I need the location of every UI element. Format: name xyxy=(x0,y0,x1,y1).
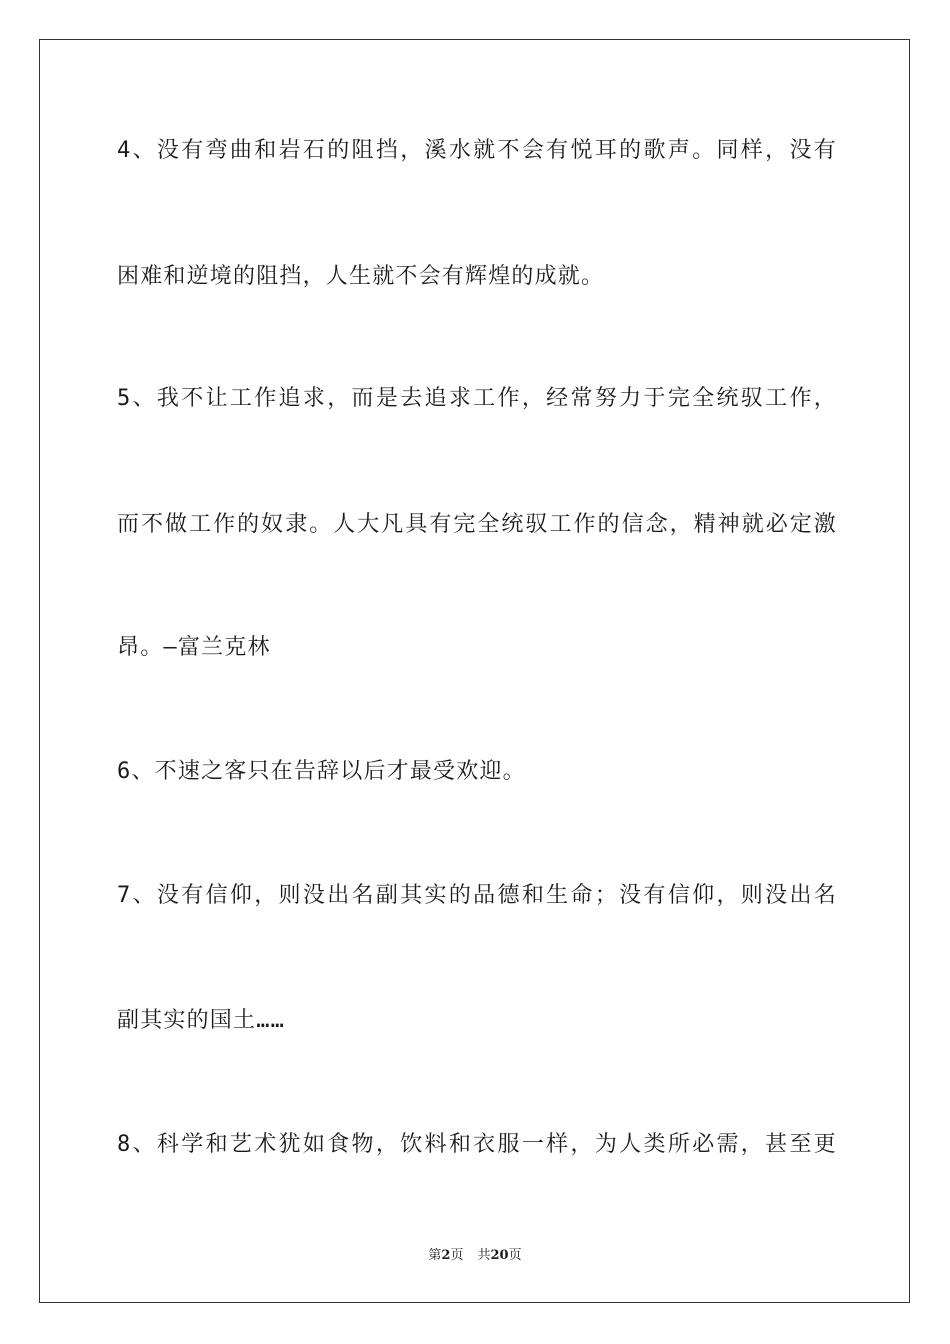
total-suffix: 页 xyxy=(508,1248,522,1263)
page-prefix: 第 xyxy=(428,1248,442,1263)
quote-7-line-1: 7、没有信仰，则没出名副其实的品德和生命；没有信仰，则没出名 xyxy=(117,883,837,908)
quote-5-line-3: 昂。—富兰克林 xyxy=(117,635,271,660)
quote-8-line-1: 8、科学和艺术犹如食物，饮料和衣服一样，为人类所必需，甚至更 xyxy=(117,1132,837,1157)
quote-4-line-1: 4、没有弯曲和岩石的阻挡，溪水就不会有悦耳的歌声。同样，没有 xyxy=(117,138,837,163)
quote-5-line-2: 而不做工作的奴隶。人大凡具有完全统驭工作的信念，精神就必定激 xyxy=(117,512,837,537)
quote-4-line-2: 困难和逆境的阻挡，人生就不会有辉煌的成就。 xyxy=(117,264,605,289)
page-border xyxy=(39,39,910,1303)
quote-5-line-1: 5、我不让工作追求，而是去追求工作，经常努力于完全统驭工作， xyxy=(117,386,837,411)
total-prefix: 共 xyxy=(477,1248,491,1263)
total-pages: 20 xyxy=(490,1248,509,1263)
page-footer xyxy=(0,1247,950,1265)
quote-7-line-2: 副其实的国土…… xyxy=(117,1008,286,1033)
page-number: 2 xyxy=(441,1248,451,1263)
page-suffix: 页 xyxy=(450,1248,464,1263)
quote-6-line-1: 6、不速之客只在告辞以后才最受欢迎。 xyxy=(117,759,526,784)
